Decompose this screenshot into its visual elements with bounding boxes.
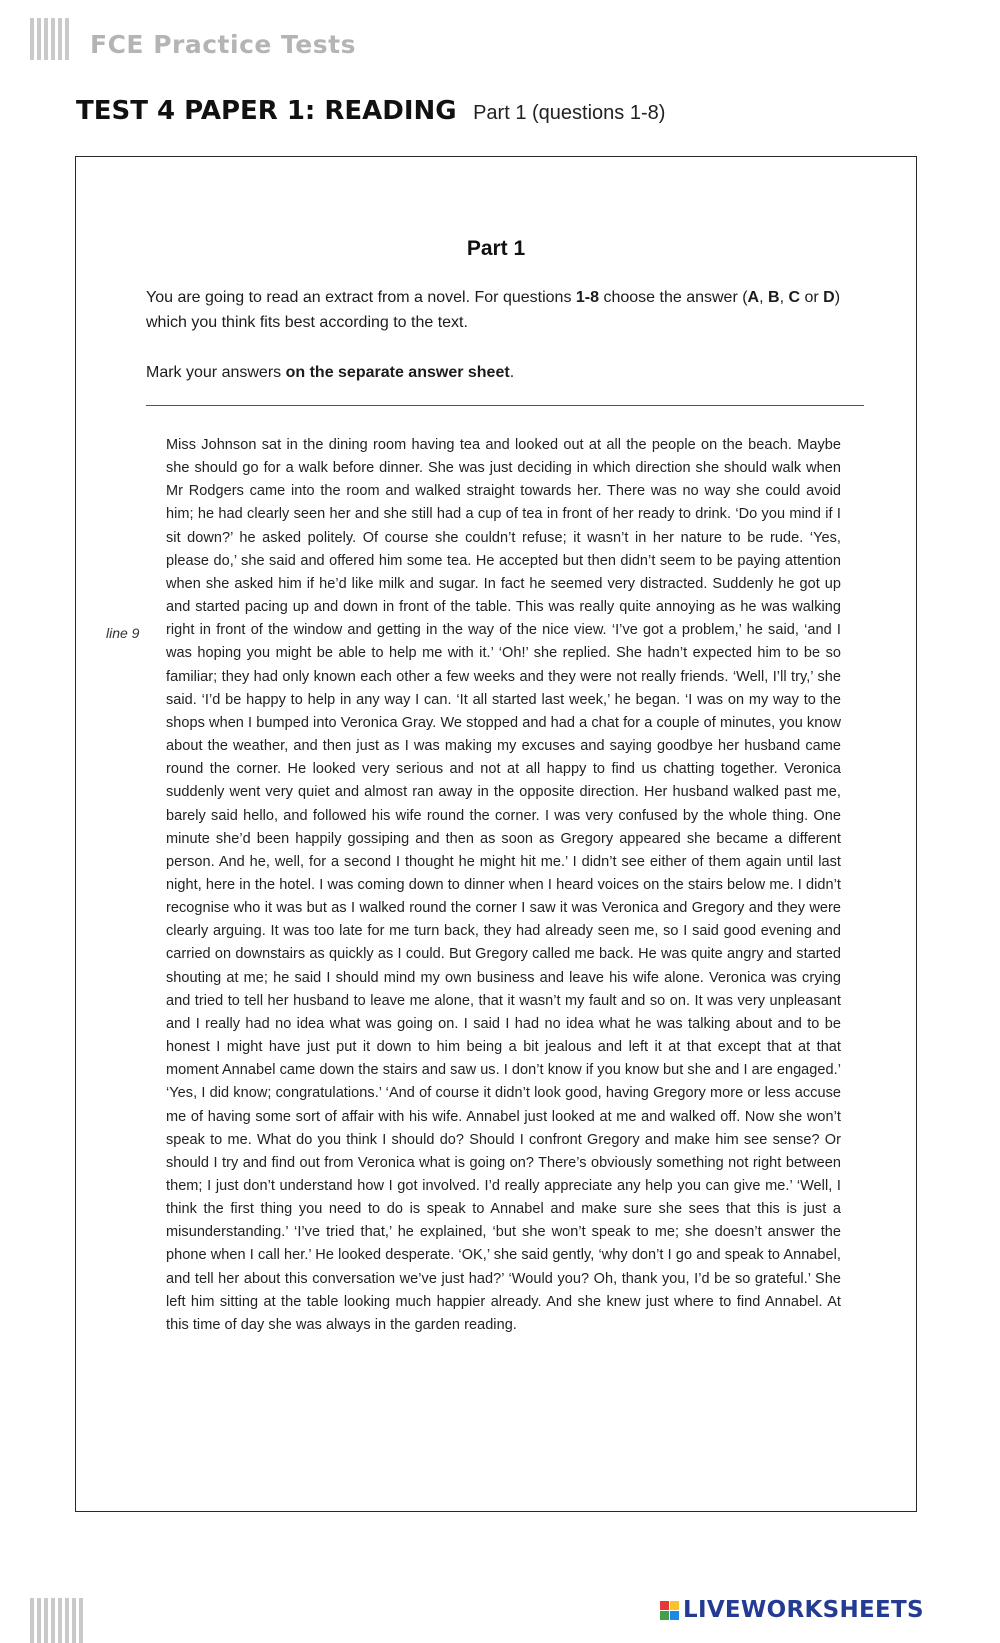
instruction-option: A xyxy=(747,289,760,306)
instruction-text: ) which you think fits best according to the text. xyxy=(146,289,841,331)
line-marker: line 9 xyxy=(106,625,140,641)
divider xyxy=(146,405,864,406)
footer-decorative-bars xyxy=(30,1598,83,1643)
answer-sheet-note xyxy=(146,360,866,385)
liveworksheets-logo-icon xyxy=(660,1601,679,1620)
header-decorative-bars xyxy=(30,18,69,60)
instruction-option: B xyxy=(768,289,780,306)
instruction-question-range: 1-8 xyxy=(575,289,600,306)
test-heading: TEST 4 PAPER 1: READING xyxy=(76,96,457,126)
reading-frame xyxy=(75,156,917,1512)
reading-passage: Miss Johnson sat in the dining room having tea and looked out at all the people on the beach. Maybe she should go for a walk before dinner. She was just deciding in which direction she should walk when Mr Rodgers came into the room and walked straight towards her. There was no way she could avoid him; he had clearly seen her and she still had a cup of tea in front of her ready to drink. ‘Do you mind if I sit down?’ he asked politely. Of course she couldn’t refuse; it wasn’t in her nature to be rude. ‘Yes, please do,’ she said and offered him some tea. He accepted but then didn’t seem to be paying attention when she asked him if he’d like milk and sugar. In fact he seemed very distracted. Suddenly he got up and started pacing up and down in front of the table. This was really quite annoying as he was walking right in front of the window and getting in the way of the nice view. ‘I’ve got a problem,’ he said, ‘and I was hoping you might be able to help me with it.’ ‘Oh!’ she replied. She hadn’t expected him to be so familiar; they had only known each other a few weeks and they were not really friends. ‘Well, I’ll try,’ she said. ‘I’d be happy to help in any way I can. ‘It all started last week,’ he began. ‘I was on my way to the shops when I bumped into Veronica Gray. We stopped and had a chat for a couple of minutes, you know about the weather, and then just as I was making my excuses and saying goodbye her husband came round the corner. He looked very serious and not at all happy to find us chatting together. Veronica suddenly went very quiet and almost ran away in the opposite direction. Her husband walked past me, barely said hello, and followed his wife round the corner. I was very confused by the whole thing. One minute she’d been happily gossiping and then as soon as Gregory appeared she became a different person. And he, well, for a second I thought he might hit me.’ I didn’t see either of them again until last night, here in the hotel. I was coming down to dinner when I heard voices on the stairs below me. I didn’t recognise who it was but as I walked round the corner I saw it was Veronica and Gregory and they were clearly arguing. It was too late for me turn back, they had already seen me, so I said good evening and carried on downstairs as quickly as I could. But Gregory called me back. He was quite angry and started shouting at me; he said I should mind my own business and leave his wife alone. Veronica was crying and tried to tell her husband to leave me alone, that it wasn’t my fault and so on. It was very unpleasant and I really had no idea what was going on. I said I had no idea what he was talking about and to be honest I might have just put it down to him being a bit jealous and left it at that except that at that moment Annabel came down the stairs and saw us. I don’t know if you know but she and I are engaged.’ ‘Yes, I did know; congratulations.’ ‘And of course it didn’t look good, having Gregory more or less accuse me of having some sort of affair with his wife. Annabel just looked at me and walked off. Now she won’t speak to me. What do you think I should do? Should I confront Gregory and make him see sense? Or should I try and find out from Veronica what is going on? There’s obviously something not right between them; I just don’t understand how I got involved. I’d really appreciate any help you can give me.’ ‘Well, I think the first thing you need to do is speak to Annabel and make sure she sees that this is just a misunderstanding.’ ‘I’ve tried that,’ he explained, ‘but she won’t speak to me; she doesn’t answer the phone when I call her.’ He looked desperate. ‘OK,’ she said gently, ‘why don’t I go and speak to Annabel, and tell her about this conversation we’ve just had?’ ‘Would you? Oh, thank you, I’d be so grateful.’ She left him sitting at the table looking much happier already. And she knew just where to find Annabel. At this time of day she was always in the garden reading. xyxy=(166,437,841,1333)
instruction-option: D xyxy=(823,289,835,306)
instruction-option: C xyxy=(788,289,801,306)
instruction-text: or xyxy=(800,289,824,306)
instruction-text: You are going to read an extract from a novel. For questions xyxy=(146,289,576,306)
instruction-text: , xyxy=(759,289,768,306)
instruction-text: , xyxy=(779,289,789,306)
instructions xyxy=(146,285,866,335)
instruction-text: choose the answer ( xyxy=(599,289,748,306)
part-title: Part 1 xyxy=(466,237,526,260)
series-title: FCE Practice Tests xyxy=(90,30,356,59)
answer-note-bold: on the separate answer sheet xyxy=(285,364,510,381)
liveworksheets-logo[interactable] xyxy=(660,1597,924,1623)
test-heading-row xyxy=(76,96,665,126)
answer-note-text: . xyxy=(509,364,515,381)
answer-note-text: Mark your answers xyxy=(146,364,286,381)
test-subheading: Part 1 (questions 1-8) xyxy=(473,102,666,124)
logo-text: LIVEWORKSHEETS xyxy=(683,1597,924,1623)
